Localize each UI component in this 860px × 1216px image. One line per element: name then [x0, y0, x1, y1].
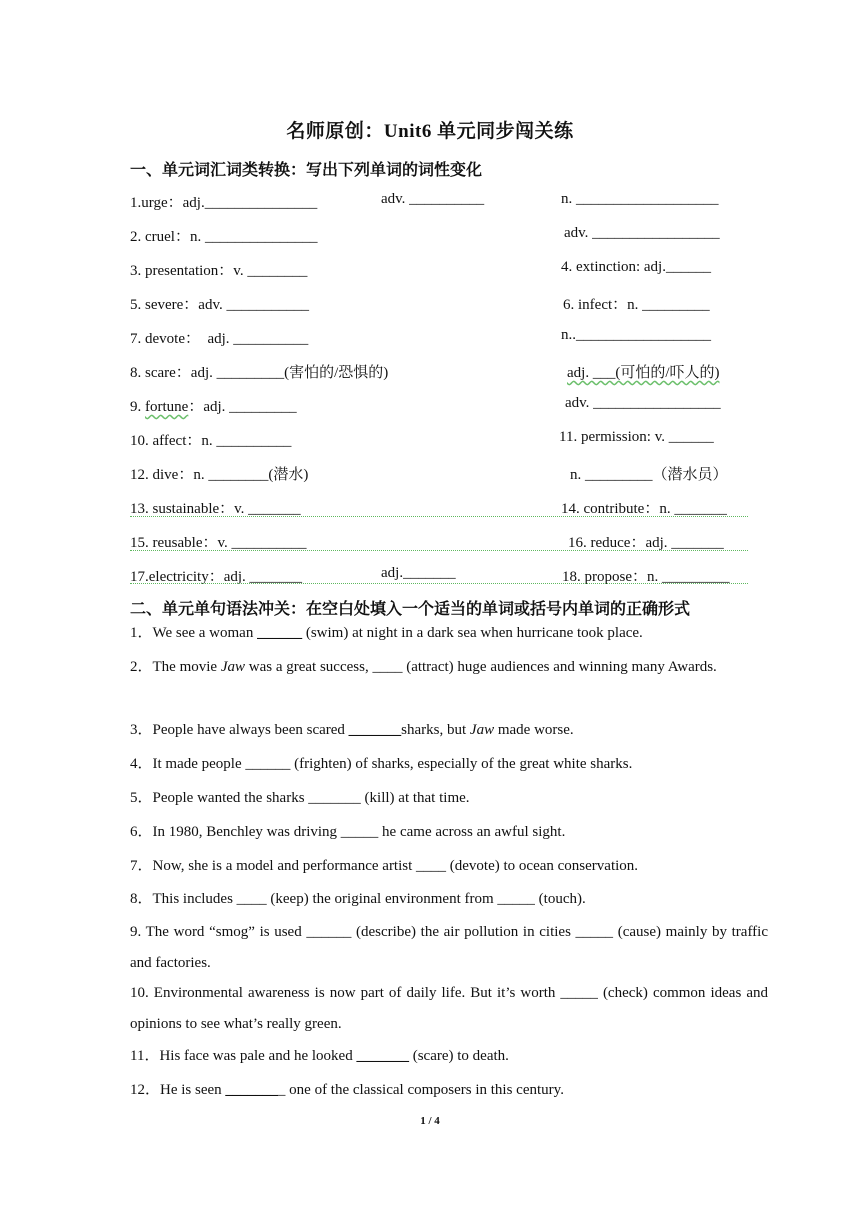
- vocab-row: [0, 395, 860, 417]
- question-item: 4．It made people ______ (frighten) of sharks, especially of the great white sharks.: [130, 756, 633, 772]
- vocab-item: n. _________（潜水员）: [570, 467, 728, 483]
- dotted-underline: [130, 516, 748, 517]
- vocab-row: [0, 429, 860, 451]
- vocab-item: 14. contribute：n. _______: [561, 501, 727, 517]
- vocab-row: [0, 361, 860, 383]
- question-item: 7．Now, she is a model and performance artist ____ (devote) to ocean conservation.: [130, 858, 639, 874]
- vocab-item: adv. _________________: [565, 395, 721, 411]
- vocab-item: 18. propose：n. _________: [562, 569, 730, 585]
- dotted-underline: [130, 550, 748, 551]
- question-item: 6．In 1980, Benchley was driving _____ he came across an awful sight.: [130, 824, 566, 840]
- vocab-item: 7. devote： adj. __________: [130, 331, 309, 347]
- vocab-row: [0, 293, 860, 315]
- vocab-item: 5. severe：adv. ___________: [130, 297, 309, 313]
- vocab-item: 16. reduce：adj. _______: [568, 535, 724, 551]
- vocab-item: adj._______: [381, 565, 456, 581]
- vocab-item: 3. presentation：v. ________: [130, 263, 308, 279]
- vocab-item: 2. cruel：n. _______________: [130, 229, 318, 245]
- vocab-item: adv. __________: [381, 191, 485, 207]
- question-item: 3．People have always been scared _______sharks, but Jaw made worse.: [130, 722, 574, 738]
- vocab-item: n. ___________________: [561, 191, 719, 207]
- question-item: 5．People wanted the sharks _______ (kill) at that time.: [130, 790, 470, 806]
- vocab-row: [0, 259, 860, 281]
- vocab-row: [0, 191, 860, 213]
- section-1-heading: 一、单元词汇词类转换：写出下列单词的词性变化: [130, 162, 483, 179]
- vocab-row: [0, 225, 860, 247]
- question-item: 12．He is seen ________ one of the classical composers in this century.: [130, 1082, 564, 1098]
- vocab-word-underlined: fortune: [145, 399, 189, 415]
- dotted-underline: [130, 583, 748, 584]
- question-item: 2．The movie Jaw was a great success, ____ (attract) huge audiences and winning many Awards.: [130, 659, 717, 675]
- vocab-item: 15. reusable：v. __________: [130, 535, 307, 551]
- vocab-item: 13. sustainable：v. _______: [130, 501, 301, 517]
- vocab-item: 12. dive：n. ________(潜水): [130, 467, 309, 483]
- page-number: 1 / 4: [420, 1115, 440, 1127]
- vocab-item: adj. ___(可怕的/吓人的): [567, 365, 720, 381]
- vocab-item: 6. infect：n. _________: [563, 297, 710, 313]
- question-item: 11．His face was pale and he looked _______ (scare) to death.: [130, 1048, 509, 1064]
- vocab-item: adv. _________________: [564, 225, 720, 241]
- vocab-item: 11. permission: v. ______: [559, 429, 714, 445]
- vocab-item: 4. extinction: adj.______: [561, 259, 711, 275]
- vocab-item: 17.electricity：adj. _______: [130, 569, 303, 585]
- section-2-heading: 二、单元单句语法冲关：在空白处填入一个适当的单词或括号内单词的正确形式: [130, 601, 691, 618]
- vocab-item: 8. scare：adj. _________(害怕的/恐惧的): [130, 365, 389, 381]
- vocab-item: 9. fortune：adj. _________: [130, 399, 297, 415]
- vocab-item: 10. affect：n. __________: [130, 433, 292, 449]
- vocab-item: 1.urge：adj._______________: [130, 195, 318, 211]
- question-item: 9. The word “smog” is used ______ (describe) the air pollution in cities _____ (cause) mainly by traffic and factories.: [130, 924, 768, 971]
- question-item: 1．We see a woman ______ (swim) at night in a dark sea when hurricane took place.: [130, 625, 643, 641]
- vocab-row: [0, 463, 860, 485]
- question-item: 8．This includes ____ (keep) the original environment from _____ (touch).: [130, 891, 586, 907]
- page-title: 名师原创：Unit6 单元同步闯关练: [286, 121, 574, 142]
- question-item: 10. Environmental awareness is now part of daily life. But it’s worth _____ (check) common ideas and opinions to see what’s really green.: [130, 985, 768, 1032]
- vocab-row: [0, 327, 860, 349]
- vocab-item: n..__________________: [561, 327, 711, 343]
